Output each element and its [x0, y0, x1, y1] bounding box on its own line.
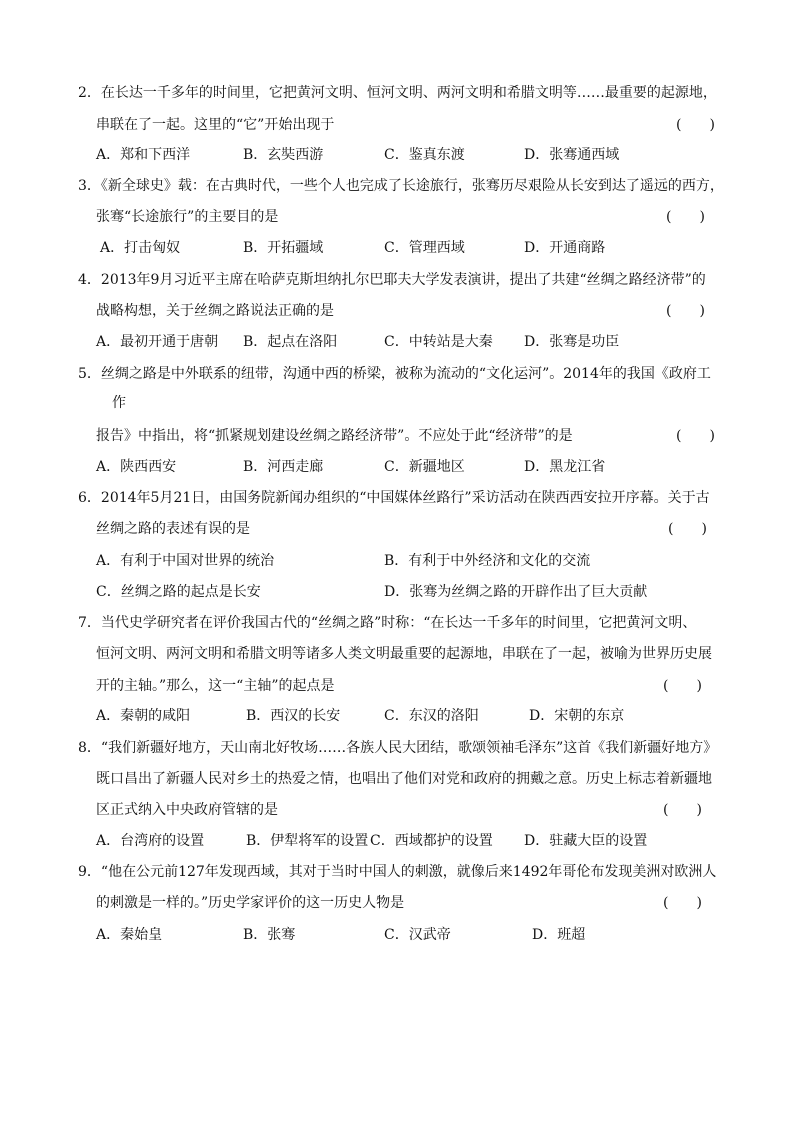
option-b: B．起点在洛阳 — [243, 334, 338, 350]
option-d: D．张骞为丝绸之路的开辟作出了巨大贡献 — [384, 584, 648, 600]
option-b: B．张骞 — [243, 927, 296, 943]
option-d: D．黑龙江省 — [524, 459, 606, 475]
question-text-line: 丝绸之路的表述有误的是 — [96, 521, 250, 537]
question-text-line: 张骞“长途旅行”的主要目的是 — [96, 209, 279, 225]
answer-bracket: ( ) — [663, 895, 702, 911]
option-c: C．中转站是大秦 — [384, 334, 493, 350]
answer-bracket: ( ) — [668, 521, 707, 537]
question-text-line: 作 — [112, 395, 126, 411]
option-c: C．丝绸之路的起点是长安 — [96, 584, 261, 600]
option-b: B．开拓疆域 — [243, 240, 324, 256]
answer-bracket: ( ) — [666, 209, 705, 225]
answer-bracket: ( ) — [676, 117, 715, 133]
option-d: D．开通商路 — [524, 240, 606, 256]
question-text-line: 恒河文明、两河文明和希腊文明等诸多人类文明最重要的起源地，串联在了一起，被喻为世界历史展 — [96, 646, 712, 662]
question-text-line: 区正式纳入中央政府管辖的是 — [96, 802, 278, 818]
answer-bracket: ( ) — [663, 802, 702, 818]
question-text-line: 5．丝绸之路是中外联系的纽带，沟通中西的桥梁，被称为流动的“文化运河”。2014年的我国《政府工 — [78, 366, 711, 382]
question-text-line: 的刺激是一样的。”历史学家评价的这一历史人物是 — [96, 895, 405, 911]
option-d: D．张骞通西域 — [524, 147, 620, 163]
option-c: C．鉴真东渡 — [384, 147, 465, 163]
option-a: A．郑和下西洋 — [96, 147, 191, 163]
option-c: C．新疆地区 — [384, 459, 465, 475]
answer-bracket: ( ) — [666, 303, 705, 319]
question-text-line: 战略构想，关于丝绸之路说法正确的是 — [96, 303, 334, 319]
question-text-line: 8．“我们新疆好地方，天山南北好牧场……各族人民大团结，歌颂领袖毛泽东”这首《我们新疆好地方》 — [78, 740, 718, 756]
option-d: D．宋朝的东京 — [529, 708, 625, 724]
option-a: A．秦始皇 — [96, 927, 163, 943]
option-a: A．秦朝的咸阳 — [96, 708, 191, 724]
question-text-line: 报告》中指出，将“抓紧规划建设丝绸之路经济带”。不应处于此“经济带”的是 — [96, 428, 573, 444]
option-a: A．台湾府的设置 — [96, 833, 205, 849]
option-b: B．玄奘西游 — [243, 147, 324, 163]
option-a: A．最初开通于唐朝 — [96, 334, 219, 350]
question-text-line: 6．2014年5月21日，由国务院新闻办组织的“中国媒体丝路行”采访活动在陕西西安拉开序幕。关于古 — [78, 490, 710, 506]
option-d: D．班超 — [532, 927, 586, 943]
question-text-line: 串联在了一起。这里的“它”开始出现于 — [96, 117, 335, 133]
question-text-line: 3．《新全球史》载：在古典时代，一些个人也完成了长途旅行，张骞历尽艰险从长安到达了遥远的西方， — [78, 178, 724, 194]
option-a: A．陕西西安 — [96, 459, 177, 475]
question-text-line: 7．当代史学研究者在评价我国古代的“丝绸之路”时称：“在长达一千多年的时间里，它把黄河文明、 — [78, 615, 697, 631]
option-d: D．驻藏大臣的设置 — [524, 833, 648, 849]
question-text-line: 2．在长达一千多年的时间里，它把黄河文明、恒河文明、两河文明和希腊文明等……最重要的起源地， — [78, 85, 717, 101]
option-a: A．打击匈奴 — [100, 240, 181, 256]
question-text-line: 9．“他在公元前127年发现西域，其对于当时中国人的刺激，就像后来1492年哥伦布发现美洲对欧洲人 — [78, 864, 717, 880]
option-b: B．西汉的长安 — [246, 708, 341, 724]
option-a: A．有利于中国对世界的统治 — [96, 553, 275, 569]
question-text-line: 开的主轴。”那么，这一“主轴”的起点是 — [96, 678, 335, 694]
option-b: B．伊犁将军的设置 — [246, 833, 369, 849]
option-c: C．汉武帝 — [384, 927, 451, 943]
option-b: B．河西走廊 — [243, 459, 324, 475]
answer-bracket: ( ) — [676, 428, 715, 444]
option-b: B．有利于中外经济和文化的交流 — [384, 553, 591, 569]
option-d: D．张骞是功臣 — [524, 334, 620, 350]
question-text-line: 4．2013年9月习近平主席在哈萨克斯坦纳扎尔巴耶夫大学发表演讲，提出了共建“丝绸之路经济带”的 — [78, 272, 706, 288]
answer-bracket: ( ) — [663, 678, 702, 694]
option-c: C．管理西域 — [384, 240, 465, 256]
question-text-line: 既口昌出了新疆人民对乡土的热爱之情，也唱出了他们对党和政府的拥戴之意。历史上标志着新疆地 — [96, 771, 712, 787]
option-c: C．东汉的洛阳 — [384, 708, 479, 724]
option-c: C．西域都护的设置 — [370, 833, 493, 849]
